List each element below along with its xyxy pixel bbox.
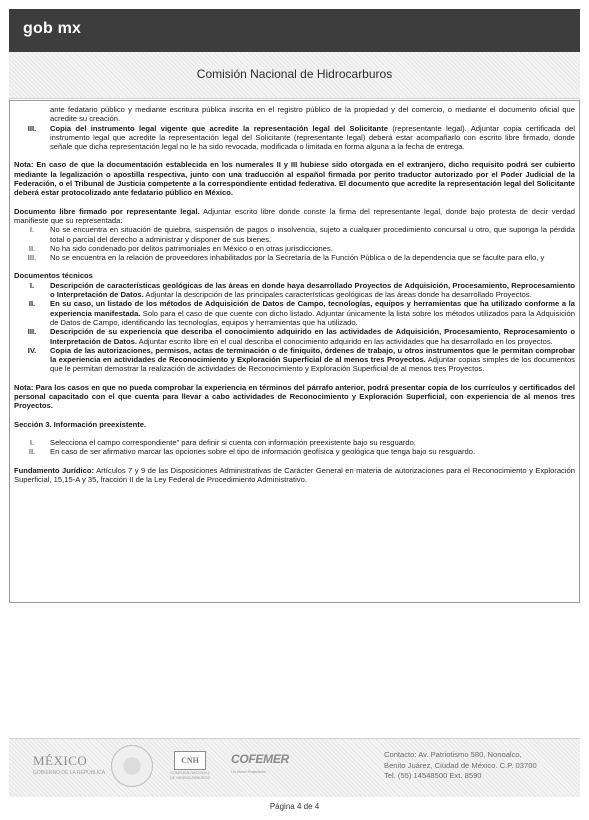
item-body: (representante legal). Adjuntar copia certificada del instrumento legal que acredite la representación legal del Solicitante (representante legal) deberá estar acompañarlo con escrito libre firmado, donde señale que dicha representación legal no le ha sido revocada, modificada o limitada en forma alguna a la fecha de entrega.: [50, 123, 575, 152]
legal-basis: [14, 466, 575, 485]
item-text: No se encuentra en situación de quiebra, suspensión de pagos o insolvencia, sujeto a cualquier procedimiento concursal u otro, que suponga la pérdida total o parcial del derecho a administrar y disponer de sus bienes.: [50, 225, 575, 244]
note-experience: Nota: Para los casos en que no pueda comprobar la experiencia en términos del párrafo anterior, podrá presentar copia de los currículos y certificados del personal capacitado con el que cuenta para llevar a cabo actividades de Reconocimiento y Exploración Superficial, con experiencia de al menos tres Proyectos.: [14, 382, 575, 411]
free-doc-text: Adjuntar escrito libre donde conste la firma del representante legal, donde bajo protesta de decir verdad manifieste que su representada:: [14, 206, 575, 225]
item-number: III.: [27, 123, 37, 133]
item-bold: Descripción de características geológicas de las áreas en donde haya desarrollado Proyectos de Adquisición, Procesamiento, Reprocesamiento o Interpretación de Datos.: [50, 280, 575, 300]
mexico-logo-subtitle: GOBIERNO DE LA REPÚBLICA: [33, 770, 106, 776]
item-number: I.: [29, 280, 35, 290]
cnh-logo-subtitle: COMISIÓN NACIONAL DE HIDROCARBUROS: [169, 771, 211, 780]
free-doc-bold: Documento libre firmado por representante legal.: [14, 206, 200, 216]
item-body: Adjuntar copias simples de los documentos que le permitan demostrar la realización de actividades de Reconocimiento y Exploración Superficial de al menos tres Proyectos.: [50, 355, 575, 374]
item-number: I.: [29, 437, 35, 447]
section3-title: Sección 3. Información preexistente.: [14, 419, 147, 429]
list-item-iii: [14, 124, 575, 152]
gobmx-logo[interactable]: gob mx: [23, 20, 82, 37]
item-number: IV.: [27, 345, 37, 355]
agency-banner: [9, 52, 580, 99]
item-number: III.: [27, 327, 37, 337]
item-text: No ha sido condenado por delitos patrimoniales en México o en otras jurisdicciones.: [50, 243, 333, 253]
item-text: No se encuentra en la relación de proveedores inhabilitados por la Secretaría de la Función Pública o de la dependencia que se faculte para ello, y: [50, 253, 545, 263]
footer-band: [9, 738, 580, 797]
list-item: [14, 327, 575, 346]
list-item: [14, 253, 575, 262]
list-item: [14, 299, 575, 327]
item-number: III.: [27, 253, 37, 263]
item-body: Solo para el caso de que cuente con dicho listado. Adjuntar únicamente la lista sobre los métodos utilizados para la Adquisición de Datos de Campo, identificando las tecnologías, equipos y herramientas que ha utilizado.: [50, 308, 576, 327]
item-number: II.: [28, 243, 36, 253]
cofemer-logo: COFEMER: [231, 752, 289, 766]
legal-text: Artículos 7 y 9 de las Disposiciones Administrativas de Carácter General en materia de autorizaciones para el Reconocimiento y Exploración Superficial, 15,15-A y 35, fracción II de la Ley Federal de Procedimiento Administrativo.: [14, 465, 575, 484]
contact-line: Benito Juárez, Ciudad de México. C.P. 03700: [384, 760, 537, 770]
item-body: Adjuntar la descripción de las principales características geológicas de las áreas donde ha desarrollado Proyectos.: [143, 290, 532, 300]
page-number: Página 4 de 4: [269, 802, 320, 811]
list-item: [14, 225, 575, 244]
item-text: Selecciona el campo correspondiente” para definir si cuenta con información preexistente bajo su resguardo.: [50, 437, 416, 447]
list-item: [14, 438, 575, 447]
mexico-logo: MÉXICO: [33, 753, 88, 768]
item-body: Adjuntar escrito libre en el cual describa el conocimiento adquirido en las actividades que ha desarrollado en los proyectos.: [136, 336, 553, 346]
item-text: En caso de ser afirmativo marcar las opciones sobre el tipo de información geofísica y geológica que tenga bajo su resguardo.: [50, 447, 476, 457]
list-item: [14, 244, 575, 253]
cnh-logo: CNH: [174, 751, 206, 770]
national-seal-icon: [111, 745, 153, 787]
item-text: [50, 327, 575, 346]
item-text: [50, 346, 575, 374]
list-item: [14, 346, 575, 374]
document-body: [9, 100, 580, 603]
item-bold: En su caso, un listado de los métodos de Adquisición de Datos de Campo, tecnologías, equipos y herramientas que ha utilizado conforme a la experiencia manifestada.: [50, 299, 575, 318]
top-header-bar: [9, 9, 580, 52]
item-number: I.: [29, 225, 35, 235]
item-text: [50, 299, 575, 327]
cofemer-logo-subtitle: Un Buen Regulador: [231, 769, 267, 774]
item-bold: Copia de las autorizaciones, permisos, actas de terminación o de finiquito, órdenes de trabajo, u otros instrumentos que le permitan comprobar la experiencia en actividades de Reconocimiento y Exploración Superficial de al menos tres Proyectos.: [50, 345, 575, 365]
item-text: [50, 124, 575, 152]
contact-line: Contacto: Av. Patriotismo 580, Nonoalco,: [384, 750, 522, 759]
legal-bold: Fundamento Jurídico:: [14, 465, 95, 475]
list-item: [14, 447, 575, 456]
note-legalization: Nota: En caso de que la documentación establecida en los numerales II y III hubiese sido otorgada en el extranjero, dicho requisito podrá ser cubierto mediante la legalización o apostilla respectiva, junto con una traducción al español firmada por perito traductor autorizado por el Poder Judicial de la Federación, o el Tribunal de Justicia competente a la correspondiente entidad federativa. El documento que acredite la representación legal del Solicitante deberá estar protocolizado ante fedatario público en México.: [14, 160, 575, 198]
item-number: II.: [28, 299, 36, 309]
item-bold: Descripción de su experiencia que describa el conocimiento adquirido en las actividades de Adquisición, Procesamiento, Reprocesamiento o Interpretación de Datos.: [50, 327, 575, 346]
free-doc-paragraph: [14, 207, 575, 226]
contact-info: [384, 750, 537, 782]
lead-text: ante fedatario público y mediante escritura pública inscrita en el registro público de la propiedad y del comercio, o mediante el documento oficial que acredite su creación.: [50, 105, 575, 124]
contact-line: Tel. (55) 14548500 Ext. 8590: [384, 771, 482, 780]
list-item: [14, 281, 575, 300]
item-number: II.: [28, 447, 36, 457]
item-text: [50, 281, 575, 300]
tech-docs-title: Documentos técnicos: [14, 271, 93, 281]
item-bold: Copia del instrumento legal vigente que acredite la representación legal del Solicitante: [50, 123, 388, 133]
agency-name: Comisión Nacional de Hidrocarburos: [196, 67, 393, 81]
document-content: [14, 105, 575, 484]
